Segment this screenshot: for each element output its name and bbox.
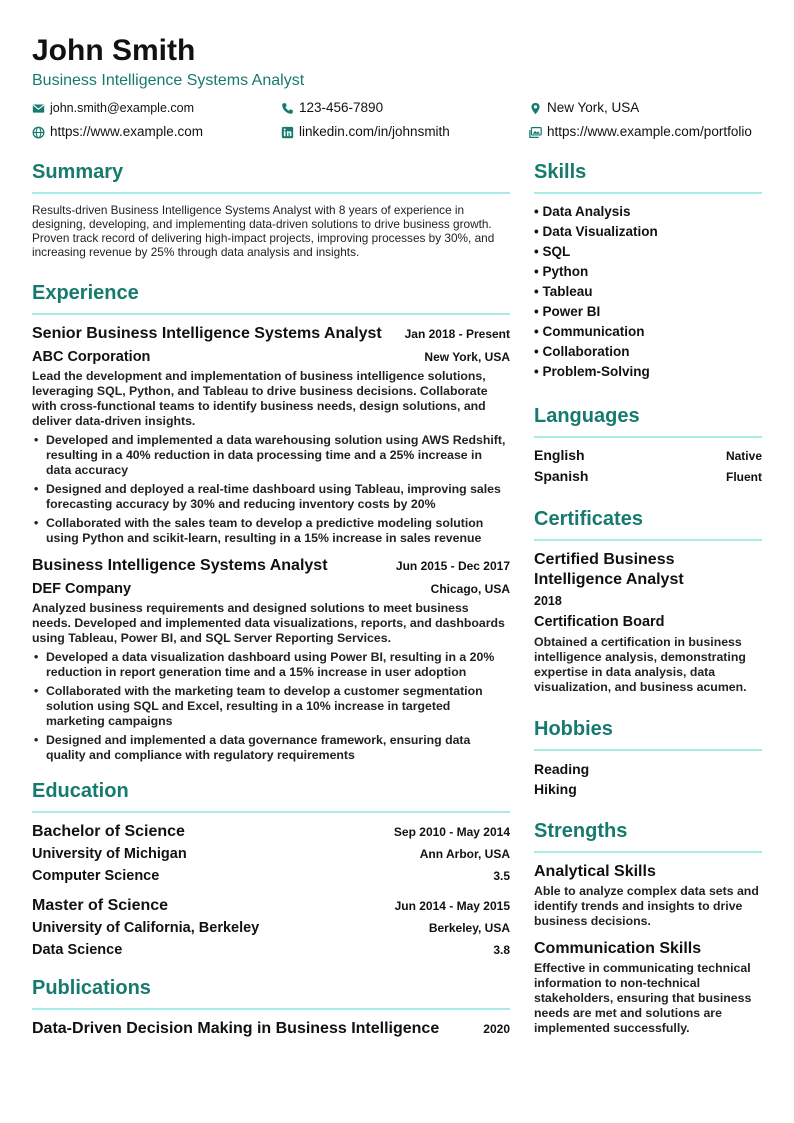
- school: University of Michigan: [32, 846, 187, 862]
- job-title: Senior Business Intelligence Systems Analyst: [32, 325, 382, 342]
- experience-section: [32, 281, 510, 763]
- job-title: Business Intelligence Systems Analyst: [32, 557, 328, 574]
- resume-page: [32, 34, 772, 1037]
- email-text: john.smith@example.com: [50, 101, 194, 115]
- side-column: [534, 160, 762, 1050]
- candidate-role: Business Intelligence Systems Analyst: [32, 72, 305, 89]
- job-date: Jun 2015 - Dec 2017: [395, 559, 510, 573]
- certificate-year: 2018: [534, 594, 562, 608]
- phone-text: 123-456-7890: [299, 100, 384, 115]
- skill-item: • Data Visualization: [534, 224, 658, 239]
- candidate-name: John Smith: [32, 34, 196, 67]
- hobby-item: Reading: [534, 761, 590, 777]
- contact-info: [32, 99, 772, 147]
- job-location: Chicago, USA: [430, 582, 510, 596]
- strength-description: Able to analyze complex data sets and identify trends and insights to drive business decisions.: [534, 884, 759, 928]
- job-description: Analyzed business requirements and designed solutions to meet business needs. Developed and implemented data visualizations, reports, and dashboards using Tableau, Power BI, and SQL Server Reporting Services.: [32, 601, 505, 645]
- location-text: New York, USA: [547, 100, 640, 115]
- education-date: Sep 2010 - May 2014: [393, 825, 510, 839]
- languages-section: [534, 404, 762, 487]
- mail-icon: [32, 102, 45, 115]
- gpa: 3.5: [493, 869, 510, 883]
- portfolio-icon: [529, 126, 542, 139]
- certificate-title: Certified Business Intelligence Analyst: [534, 551, 684, 588]
- skill-item: • Communication: [534, 324, 645, 339]
- strength-title: Analytical Skills: [534, 863, 656, 880]
- contact-location: [529, 99, 639, 117]
- summary-text: Results-driven Business Intelligence Systems Analyst with 8 years of experience in designing, developing, and implementing data-driven solutions to drive business growth. Proven track record of delivering high-impact projects, improving processes by 30%, and increasing revenue by 25% through data analysis and insights.: [32, 203, 495, 259]
- field-of-study: Data Science: [32, 942, 123, 958]
- certificate-issuer: Certification Board: [534, 614, 665, 630]
- achievement-item: • Developed and implemented a data warehousing solution using AWS Redshift, resulting in a 40% reduction in data processing time and a 25% increase in data accuracy: [32, 433, 510, 478]
- certificate-description: Obtained a certification in business intelligence analysis, demonstrating expertise in data analysis, data visualization, and business acumen.: [534, 635, 747, 694]
- strength-item: [534, 939, 762, 1036]
- strength-item: [534, 862, 762, 929]
- skills-list: [534, 202, 762, 382]
- skill-item: • Collaboration: [534, 344, 630, 359]
- achievement-item: • Designed and deployed a real-time dashboard using Tableau, improving sales forecasting accuracy by 30% and reducing inventory costs by 20%: [32, 482, 510, 512]
- language-item: Spanish Fluent: [534, 468, 762, 484]
- linkedin-text: linkedin.com/in/johnsmith: [299, 124, 450, 139]
- publication-entry: [32, 1019, 510, 1039]
- skill-item: • Python: [534, 264, 589, 279]
- portfolio-text: https://www.example.com/portfolio: [547, 124, 752, 139]
- school: University of California, Berkeley: [32, 920, 260, 936]
- strengths-heading: Strengths: [534, 819, 762, 853]
- phone-icon: [281, 102, 294, 115]
- contact-linkedin[interactable]: [281, 123, 450, 141]
- skill-item: • SQL: [534, 244, 571, 259]
- job-company: ABC Corporation: [32, 349, 151, 365]
- skill-item: • Tableau: [534, 284, 593, 299]
- strength-title: Communication Skills: [534, 940, 702, 957]
- gpa: 3.8: [493, 943, 510, 957]
- education-entry: [32, 822, 510, 886]
- contact-email[interactable]: [32, 99, 194, 117]
- achievement-item: • Collaborated with the marketing team to develop a customer segmentation solution using SQL and Excel, resulting in a 10% increase in targeted marketing campaigns: [32, 684, 510, 729]
- school-location: Berkeley, USA: [428, 921, 510, 935]
- skill-item: • Data Analysis: [534, 204, 631, 219]
- achievement-item: • Designed and implemented a data governance framework, ensuring data quality and compliance with regulatory requirements: [32, 733, 510, 763]
- strengths-section: [534, 819, 762, 1036]
- education-date: Jun 2014 - May 2015: [394, 899, 510, 913]
- education-heading: Education: [32, 779, 510, 813]
- job-achievements: [32, 650, 510, 763]
- contact-website[interactable]: [32, 123, 203, 141]
- job-description: Lead the development and implementation of business intelligence solutions, leveraging SQL, Python, and Tableau to drive business decisions. Collaborate with cross-functional teams to identify business needs, design solutions, and deliver data-driven insights.: [32, 369, 488, 428]
- languages-heading: Languages: [534, 404, 762, 438]
- summary-section: [32, 160, 510, 259]
- linkedin-icon: [281, 126, 294, 139]
- summary-heading: Summary: [32, 160, 510, 194]
- education-entry: [32, 896, 510, 960]
- skill-item: • Problem-Solving: [534, 364, 650, 379]
- job-location: New York, USA: [424, 350, 510, 364]
- achievement-item: • Developed a data visualization dashboard using Power BI, resulting in a 20% reduction in report generation time and a 15% increase in user adoption: [32, 650, 510, 680]
- publications-section: [32, 976, 510, 1039]
- website-text: https://www.example.com: [50, 124, 204, 139]
- skill-item: • Power BI: [534, 304, 601, 319]
- language-item: English Native: [534, 447, 762, 463]
- hobby-item: Hiking: [534, 781, 577, 797]
- school-location: Ann Arbor, USA: [419, 847, 510, 861]
- job-entry: [32, 556, 510, 763]
- publication-year: 2020: [483, 1022, 510, 1036]
- job-date: Jan 2018 - Present: [404, 327, 510, 341]
- field-of-study: Computer Science: [32, 868, 160, 884]
- certificates-heading: Certificates: [534, 507, 762, 541]
- job-entry: [32, 324, 510, 546]
- degree: Bachelor of Science: [32, 823, 185, 840]
- strength-description: Effective in communicating technical information to non-technical stakeholders, ensuring that business needs are met and solutions are implemented successfully.: [534, 961, 752, 1035]
- certificates-section: [534, 507, 762, 695]
- location-pin-icon: [529, 102, 542, 115]
- contact-phone[interactable]: [281, 99, 383, 117]
- skills-section: [534, 160, 762, 382]
- hobbies-heading: Hobbies: [534, 717, 762, 751]
- achievement-item: • Collaborated with the sales team to develop a predictive modeling solution using Python and scikit-learn, resulting in a 15% increase in sales revenue: [32, 516, 510, 546]
- experience-heading: Experience: [32, 281, 510, 315]
- contact-portfolio[interactable]: [529, 123, 752, 141]
- degree: Master of Science: [32, 897, 169, 914]
- hobbies-section: [534, 717, 762, 799]
- publications-heading: Publications: [32, 976, 510, 1010]
- main-column: [32, 160, 510, 1053]
- skills-heading: Skills: [534, 160, 762, 194]
- globe-icon: [32, 126, 45, 139]
- job-achievements: [32, 433, 510, 546]
- job-company: DEF Company: [32, 581, 132, 597]
- publication-title: Data-Driven Decision Making in Business Intelligence: [32, 1020, 440, 1037]
- education-section: [32, 779, 510, 960]
